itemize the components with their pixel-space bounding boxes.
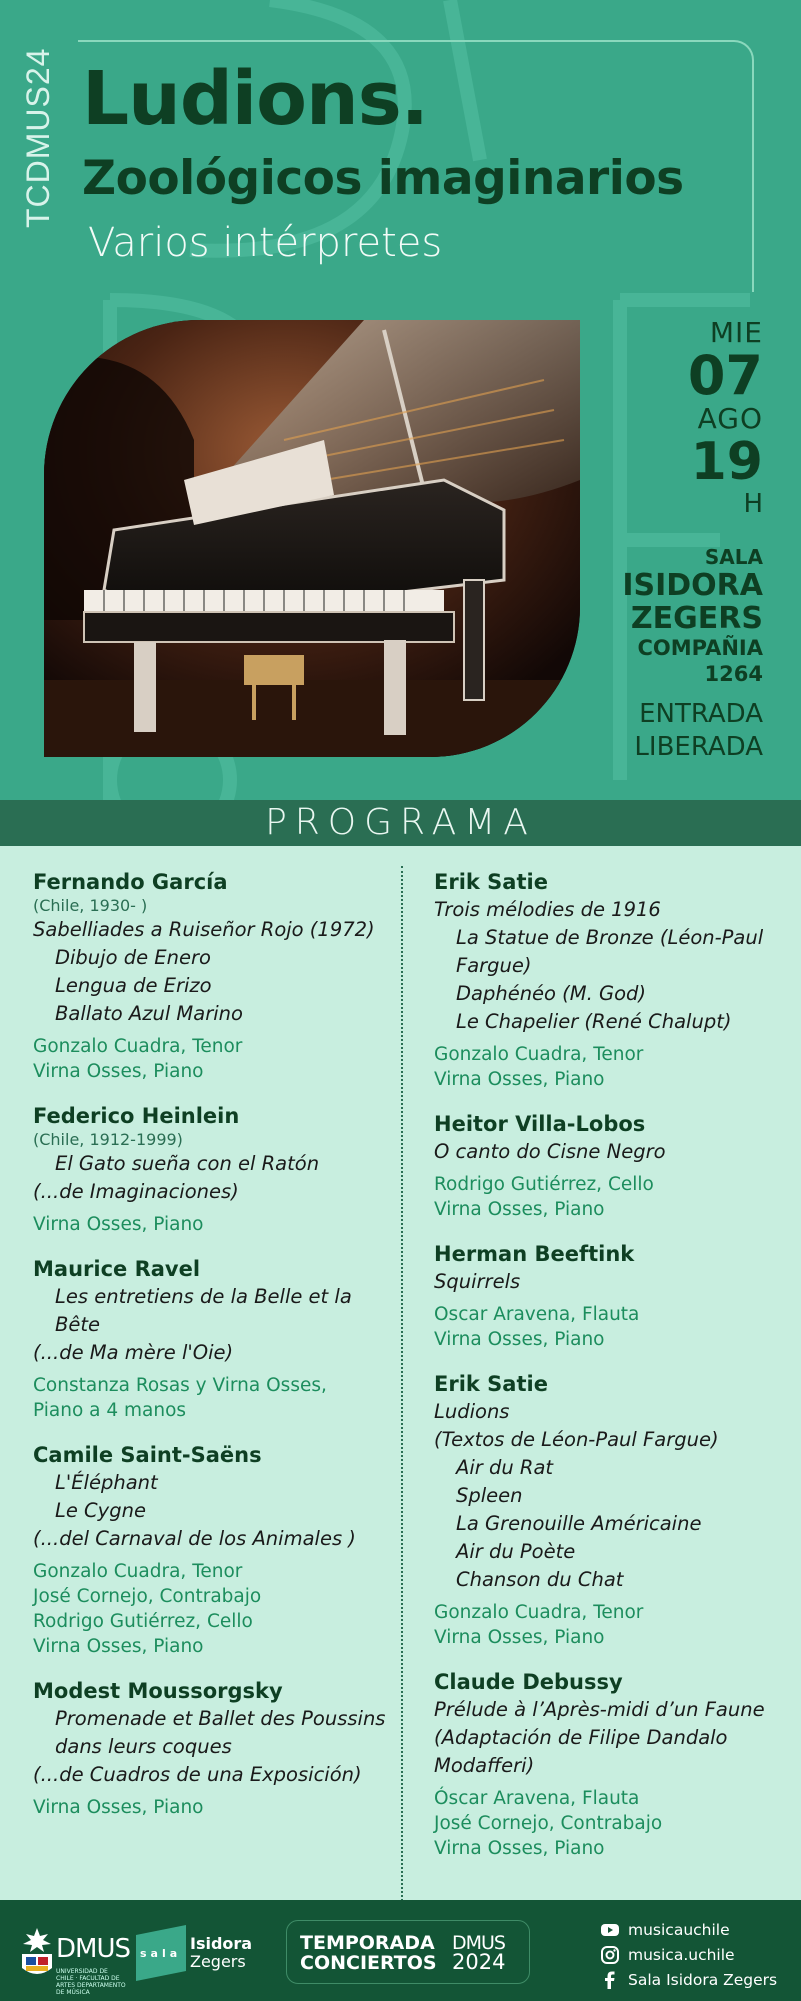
program-left-column xyxy=(33,868,388,1838)
work-title: Le Cygne xyxy=(55,1499,146,1522)
work-title: Ballato Azul Marino xyxy=(55,1002,243,1025)
work-title: Ludions xyxy=(434,1400,510,1423)
performer-list xyxy=(33,1212,388,1237)
performer: Oscar Aravena, Flauta xyxy=(434,1304,640,1325)
program-right-column xyxy=(434,868,789,1879)
performer: Virna Osses, Piano xyxy=(33,1061,204,1082)
work-title: Promenade et Ballet des Poussins dans leurs coques xyxy=(55,1707,386,1758)
performer: Virna Osses, Piano xyxy=(434,1838,605,1859)
programa-heading: PROGRAMA xyxy=(0,800,801,846)
season-dmus: DMUS xyxy=(452,1932,505,1954)
program-piece xyxy=(434,868,789,1092)
column-divider xyxy=(401,866,403,1901)
performer: José Cornejo, Contrabajo xyxy=(434,1813,663,1834)
work-title: Dibujo de Enero xyxy=(55,946,211,969)
work-title: Air du Poète xyxy=(456,1540,576,1563)
work-title: O canto do Cisne Negro xyxy=(434,1140,666,1163)
sala-name-2: Zegers xyxy=(190,1952,246,1971)
sala-tag xyxy=(136,1934,186,1970)
venue-line5: 1264 xyxy=(704,662,763,686)
event-subtitle: Zoológicos imaginarios xyxy=(82,151,684,206)
work-title: Prélude à l’Après-midi d’un Faune xyxy=(434,1698,765,1721)
work-title: (Adaptación de Filipe Dandalo Modafferi) xyxy=(434,1726,728,1777)
performer: Virna Osses, Piano xyxy=(434,1627,605,1648)
performer-list xyxy=(33,1559,388,1659)
social-facebook-label: Sala Isidora Zegers xyxy=(628,1970,778,1989)
venue-line2: ISIDORA xyxy=(622,568,763,603)
work-title: (...de Ma mère l'Oie) xyxy=(33,1341,234,1364)
performer-list xyxy=(33,1795,388,1820)
entry-line2: LIBERADA xyxy=(634,732,763,762)
work-title: L'Éléphant xyxy=(55,1471,158,1494)
performer: Gonzalo Cuadra, Tenor xyxy=(434,1044,644,1065)
program-piece xyxy=(33,1255,388,1423)
event-title: Ludions. xyxy=(82,56,428,142)
performer: Virna Osses, Piano xyxy=(434,1199,605,1220)
social-youtube-label: musicauchile xyxy=(628,1920,730,1939)
performer: Virna Osses, Piano xyxy=(33,1214,204,1235)
work-title: (Textos de Léon-Paul Fargue) xyxy=(434,1428,719,1451)
performer: Virna Osses, Piano xyxy=(33,1636,204,1657)
program-section xyxy=(0,846,801,1900)
work-title: Lengua de Erizo xyxy=(55,974,212,997)
performer: Piano a 4 manos xyxy=(33,1400,187,1421)
piano-photo xyxy=(44,320,580,757)
composer-name: Erik Satie xyxy=(434,870,548,894)
program-piece xyxy=(434,1370,789,1650)
performer: Constanza Rosas y Virna Osses, xyxy=(33,1375,327,1396)
composer-name: Maurice Ravel xyxy=(33,1257,201,1281)
instagram-icon xyxy=(600,1945,620,1965)
work-title: Squirrels xyxy=(434,1270,521,1293)
performer: Virna Osses, Piano xyxy=(434,1329,605,1350)
performer: José Cornejo, Contrabajo xyxy=(33,1586,262,1607)
composer-name: Erik Satie xyxy=(434,1372,548,1396)
program-piece xyxy=(33,868,388,1084)
vertical-brand xyxy=(12,38,62,228)
work-title: Trois mélodies de 1916 xyxy=(434,898,661,921)
work-title: (...de Imaginaciones) xyxy=(33,1180,239,1203)
composer-origin: (Chile, 1930- ) xyxy=(33,896,148,915)
work-title: Le Chapelier (René Chalupt) xyxy=(456,1010,732,1033)
performer-list xyxy=(434,1786,789,1861)
work-title: Spleen xyxy=(456,1484,523,1507)
composer-name: Modest Moussorgsky xyxy=(33,1679,283,1703)
season-line2: CONCIERTOS xyxy=(300,1952,437,1974)
performer: Rodrigo Gutiérrez, Cello xyxy=(33,1611,253,1632)
performer-list xyxy=(434,1042,789,1092)
performer: Óscar Aravena, Flauta xyxy=(434,1788,640,1809)
program-piece xyxy=(434,1110,789,1222)
composer-name: Fernando García xyxy=(33,870,228,894)
performer-list xyxy=(434,1600,789,1650)
work-title: Air du Rat xyxy=(456,1456,554,1479)
date-block xyxy=(688,316,763,520)
social-youtube[interactable] xyxy=(600,1917,777,1942)
social-links xyxy=(600,1917,777,1992)
piano-illustration xyxy=(44,320,580,757)
work-title: La Grenouille Américaine xyxy=(456,1512,702,1535)
performer-list xyxy=(33,1373,388,1423)
date-hour-suffix: H xyxy=(743,489,763,519)
performer: Gonzalo Cuadra, Tenor xyxy=(33,1561,243,1582)
work-title: (...del Carnaval de los Animales ) xyxy=(33,1527,356,1550)
vertical-brand-text: TCDMUS24 xyxy=(20,47,56,228)
date-weekday: MIE xyxy=(709,316,763,349)
footer xyxy=(0,1900,801,2001)
entry-info xyxy=(634,698,763,764)
performer: Gonzalo Cuadra, Tenor xyxy=(33,1036,243,1057)
header-section xyxy=(0,0,801,800)
work-title: Daphénéo (M. God) xyxy=(456,982,647,1005)
sala-name-1: Isidora xyxy=(190,1934,253,1953)
date-day: 07 xyxy=(687,344,763,407)
composer-name: Claude Debussy xyxy=(434,1670,623,1694)
program-piece xyxy=(33,1102,388,1237)
composer-name: Camile Saint-Saëns xyxy=(33,1443,262,1467)
performer-list xyxy=(434,1302,789,1352)
performer-list xyxy=(33,1034,388,1084)
social-instagram[interactable] xyxy=(600,1942,777,1967)
work-title: (...de Cuadros de una Exposición) xyxy=(33,1763,362,1786)
composer-name: Heitor Villa-Lobos xyxy=(434,1112,646,1136)
season-line1: TEMPORADA xyxy=(300,1932,435,1954)
composer-origin: (Chile, 1912-1999) xyxy=(33,1130,183,1149)
entry-line1: ENTRADA xyxy=(639,699,763,729)
work-title: Chanson du Chat xyxy=(456,1568,624,1591)
social-instagram-label: musica.uchile xyxy=(628,1945,735,1964)
event-performers: Varios intérpretes xyxy=(88,220,443,266)
venue-line4: COMPAÑIA xyxy=(637,636,763,660)
program-piece xyxy=(434,1668,789,1861)
dmus-subtext: UNIVERSIDAD DE CHILE · FACULTAD DE ARTES DEPARTAMENTO DE MÚSICA xyxy=(56,1968,126,1996)
performer: Virna Osses, Piano xyxy=(33,1797,204,1818)
date-month: AGO xyxy=(697,402,763,435)
social-facebook[interactable] xyxy=(600,1967,777,1992)
work-title: El Gato sueña con el Ratón xyxy=(55,1152,320,1175)
venue-line3: ZEGERS xyxy=(630,601,763,636)
youtube-icon xyxy=(600,1920,620,1940)
venue-block xyxy=(622,545,763,687)
sala-tag-text: sala xyxy=(140,1947,182,1960)
work-title: La Statue de Bronze (Léon-Paul Fargue) xyxy=(456,926,764,977)
dmus-logo: DMUS xyxy=(56,1934,130,1964)
date-hour: 19 xyxy=(690,432,763,492)
composer-name: Federico Heinlein xyxy=(33,1104,240,1128)
performer: Rodrigo Gutiérrez, Cello xyxy=(434,1174,654,1195)
venue-line1: SALA xyxy=(704,545,763,569)
university-crest-icon xyxy=(18,1926,56,1980)
performer: Virna Osses, Piano xyxy=(434,1069,605,1090)
program-piece xyxy=(434,1240,789,1352)
facebook-icon xyxy=(600,1970,620,1990)
work-title: Les entretiens de la Belle et la Bête xyxy=(55,1285,352,1336)
season-year: 2024 xyxy=(452,1950,506,1974)
work-title: Sabelliades a Ruiseñor Rojo (1972) xyxy=(33,918,375,941)
composer-name: Herman Beeftink xyxy=(434,1242,635,1266)
program-piece xyxy=(33,1677,388,1820)
performer: Gonzalo Cuadra, Tenor xyxy=(434,1602,644,1623)
performer-list xyxy=(434,1172,789,1222)
program-piece xyxy=(33,1441,388,1659)
